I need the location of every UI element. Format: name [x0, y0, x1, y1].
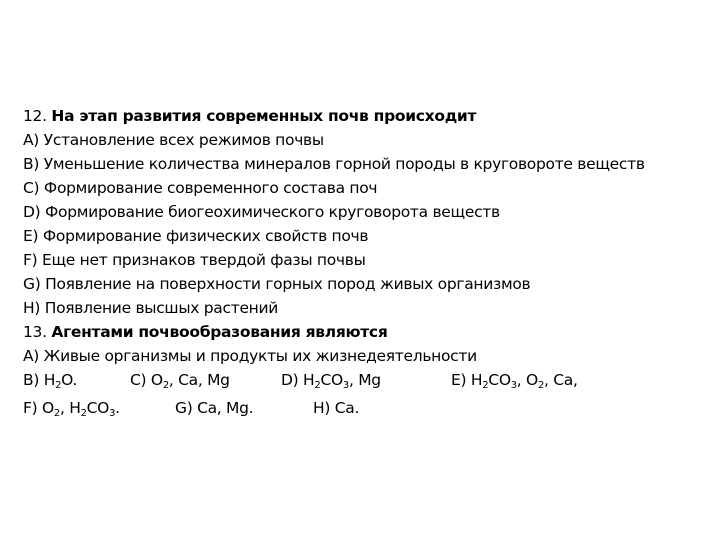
- option-a: A) Установление всех режимов почвы: [23, 131, 324, 149]
- option-a: A) Живые организмы и продукты их жизнедеятельности: [23, 347, 477, 365]
- option-b: B) $H_2O$.: [23, 371, 78, 391]
- question-number: 13.: [23, 323, 47, 341]
- option-c: C) $O_2$, Ca, Mg: [130, 371, 230, 391]
- option-f: F) Еще нет признаков твердой фазы почвы: [23, 251, 366, 269]
- options-row-1: [23, 368, 713, 392]
- option-g: G) Ca, Mg.: [175, 399, 254, 417]
- option-d: D) Формирование биогеохимического круговорота веществ: [23, 203, 500, 221]
- question-content: [23, 104, 713, 420]
- option-e: E) Формирование физических свойств почв: [23, 227, 369, 245]
- question-number: 12.: [23, 107, 47, 125]
- option-d: D) $H_2CO_3$, Mg: [281, 371, 381, 391]
- option-c: C) Формирование современного состава поч: [23, 179, 378, 197]
- option-e: E) $H_2CO_3$, $O_2$, Ca,: [451, 371, 578, 391]
- options-row-2: [23, 396, 713, 420]
- question-text: Агентами почвообразования являются: [51, 323, 388, 341]
- option-h: H) Появление высшых растений: [23, 299, 279, 317]
- option-h: H) Ca.: [313, 399, 360, 417]
- question-12-heading: [23, 104, 713, 128]
- option-g: G) Появление на поверхности горных пород живых организмов: [23, 275, 531, 293]
- question-13-heading: [23, 320, 713, 344]
- option-b: B) Уменьшение количества минералов горной породы в круговороте веществ: [23, 155, 645, 173]
- option-f: F) $O_2$, $H_2CO_3$.: [23, 399, 120, 419]
- question-text: На этап развития современных почв происходит: [51, 107, 477, 125]
